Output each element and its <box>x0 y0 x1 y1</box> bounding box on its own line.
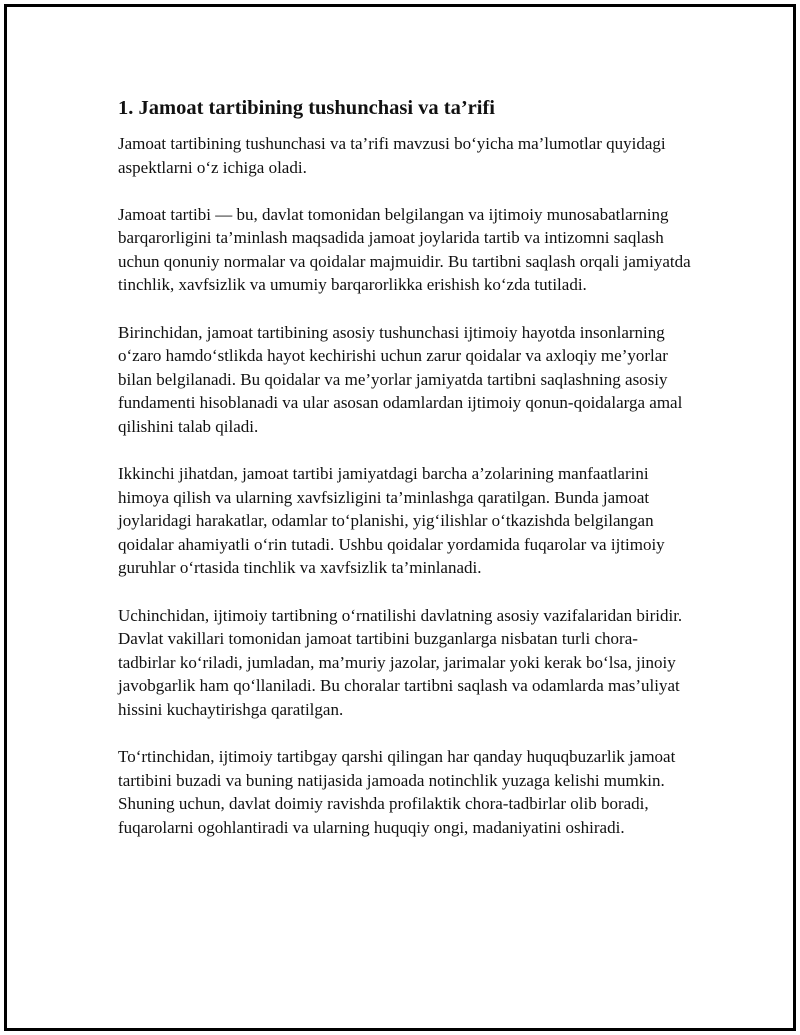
paragraph-third: Uchinchidan, ijtimoiy tartibning o‘rnatilishi davlatning asosiy vazifalaridan biridir. Davlat vakillari tomonidan jamoat tartibini buzganlarga nisbatan turli chora-tadbirlar ko‘riladi, jumladan, ma’muriy jazolar, jarimalar yoki kerak bo‘lsa, jinoiy javobgarlik ham qo‘llaniladi. Bu choralar tartibni saqlash va odamlarda mas’uliyat hissini kuchaytirishga qaratilgan. <box>118 605 683 719</box>
paragraph-definition: Jamoat tartibi — bu, davlat tomonidan belgilangan va ijtimoiy munosabatlarning barqarorligini ta’minlash maqsadida jamoat joylarida tartib va intizomni saqlash uchun qonuniy normalar va qoidalar majmuidir. Bu tartibni saqlash orqali jamiyatda tinchlik, xavfsizlik va umumiy barqarorlikka erishish ko‘zda tutiladi. <box>118 204 691 295</box>
document-title: 1. Jamoat tartibining tushunchasi va ta’rifi <box>118 97 495 119</box>
paragraph-intro: Jamoat tartibining tushunchasi va ta’rifi mavzusi bo‘yicha ma’lumotlar quyidagi aspektlarni o‘z ichiga oladi. <box>118 134 666 177</box>
paragraph-fourth: To‘rtinchidan, ijtimoiy tartibgay qarshi qilingan har qanday huquqbuzarlik jamoat tartibini buzadi va buning natijasida jamoada notinchlik yuzaga kelishi mumkin. Shuning uchun, davlat doimiy ravishda profilaktik chora-tadbirlar olib boradi, fuqarolarni ogohlantiradi va ularning huquqiy ongi, madaniyatini oshiradi. <box>118 746 676 837</box>
document-body <box>118 94 693 863</box>
paragraph-first: Birinchidan, jamoat tartibining asosiy tushunchasi ijtimoiy hayotda insonlarning o‘zaro hamdo‘stlikda hayot kechirishi uchun zarur qoidalar va axloqiy me’yorlar bilan belgilanadi. Bu qoidalar va me’yorlar jamiyatda tartibni saqlashning asosiy fundamenti hisoblanadi va ular asosan odamlardan ijtimoiy qonun-qoidalarga amal qilishini talab qiladi. <box>118 322 683 436</box>
paragraph-second: Ikkinchi jihatdan, jamoat tartibi jamiyatdagi barcha a’zolarining manfaatlarini himoya qilish va ularning xavfsizligini ta’minlashga qaratilgan. Bunda jamoat joylaridagi harakatlar, odamlar to‘planishi, yig‘ilishlar o‘tkazishda belgilangan qoidalar ahamiyatli o‘rin tutadi. Ushbu qoidalar yordamida fuqarolar va ijtimoiy guruhlar o‘rtasida tinchlik va xavfsizlik ta’minlanadi. <box>118 464 665 578</box>
